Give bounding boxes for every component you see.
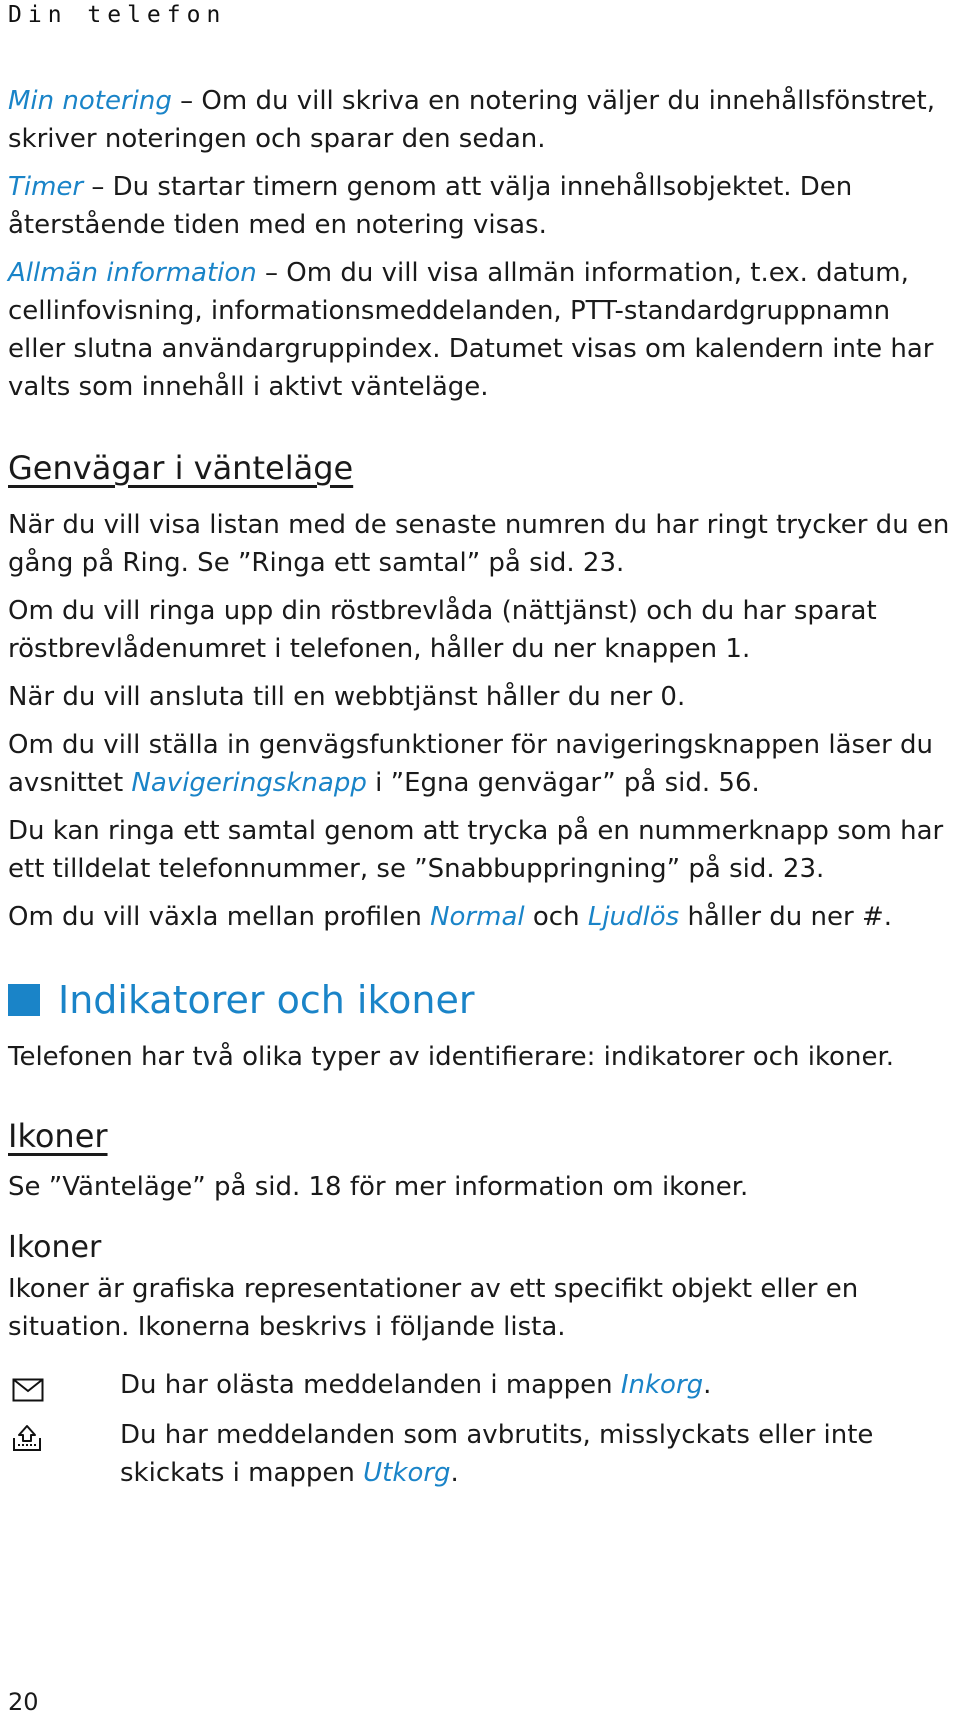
page-number: 20 — [8, 1688, 39, 1716]
link-normal[interactable]: Normal — [430, 902, 525, 932]
term-allman-information: Allmän information — [8, 258, 257, 288]
shortcuts-p2: Om du vill ringa upp din röstbrevlåda (nättjänst) och du har sparat röstbrevlådenumret i telefonen, håller du ner knappen 1. — [8, 596, 877, 664]
icon-list-item-unread — [8, 1366, 952, 1406]
link-utkorg[interactable]: Utkorg — [363, 1458, 451, 1488]
intro-min-notering: Min notering – Om du vill skriva en notering väljer du innehållsfönstret, skriver noteringen och sparar den sedan. — [8, 86, 936, 154]
link-inkorg[interactable]: Inkorg — [620, 1370, 704, 1400]
envelope-icon — [8, 1366, 120, 1406]
shortcuts-p6: Om du vill växla mellan profilen Normal och Ljudlös håller du ner #. — [8, 902, 893, 932]
link-navigeringsknapp[interactable]: Navigeringsknapp — [131, 768, 367, 798]
icon-list-item-outbox — [8, 1416, 952, 1492]
outbox-icon — [8, 1416, 120, 1456]
icons-heading: Ikoner — [8, 1230, 102, 1265]
link-ljudlos[interactable]: Ljudlös — [587, 902, 680, 932]
section-square-icon — [8, 984, 40, 1016]
running-header: Din telefon — [8, 2, 227, 28]
icon-desc-outbox: Du har meddelanden som avbrutits, misslyckats eller inte skickats i mappen Utkorg. — [120, 1420, 874, 1488]
shortcuts-p5: Du kan ringa ett samtal genom att trycka på en nummerknapp som har ett tilldelat telefonnummer, se ”Snabbuppringning” på sid. 23. — [8, 816, 944, 884]
intro-allman-information: Allmän information – Om du vill visa allmän information, t.ex. datum, cellinfovisning, informationsmeddelanden, PTT-standardgruppnamn eller slutna användargruppindex. Datumet visas om kalendern inte har valts som innehåll i aktivt vänteläge. — [8, 258, 934, 402]
shortcuts-heading: Genvägar i vänteläge — [8, 449, 354, 487]
icon-desc-unread: Du har olästa meddelanden i mappen Inkorg. — [120, 1370, 712, 1400]
icons-reference: Se ”Vänteläge” på sid. 18 för mer information om ikoner. — [8, 1172, 749, 1202]
shortcuts-p1: När du vill visa listan med de senaste numren du har ringt trycker du en gång på Ring. Se ”Ringa ett samtal” på sid. 23. — [8, 510, 950, 578]
term-timer: Timer — [8, 172, 84, 202]
shortcuts-p3: När du vill ansluta till en webbtjänst håller du ner 0. — [8, 682, 686, 712]
indicators-heading: Indikatorer och ikoner — [8, 976, 952, 1024]
page-content — [8, 82, 952, 1492]
shortcuts-p4: Om du vill ställa in genvägsfunktioner för navigeringsknappen läser du avsnittet Navigeringsknapp i ”Egna genvägar” på sid. 56. — [8, 730, 934, 798]
indicators-intro: Telefonen har två olika typer av identifierare: indikatorer och ikoner. — [8, 1042, 895, 1072]
icons-subheading: Ikoner — [8, 1117, 108, 1155]
icons-intro: Ikoner är grafiska representationer av ett specifikt objekt eller en situation. Ikonerna beskrivs i följande lista. — [8, 1274, 859, 1342]
intro-timer: Timer – Du startar timern genom att välja innehållsobjektet. Den återstående tiden med en notering visas. — [8, 172, 853, 240]
term-min-notering: Min notering — [8, 86, 172, 116]
